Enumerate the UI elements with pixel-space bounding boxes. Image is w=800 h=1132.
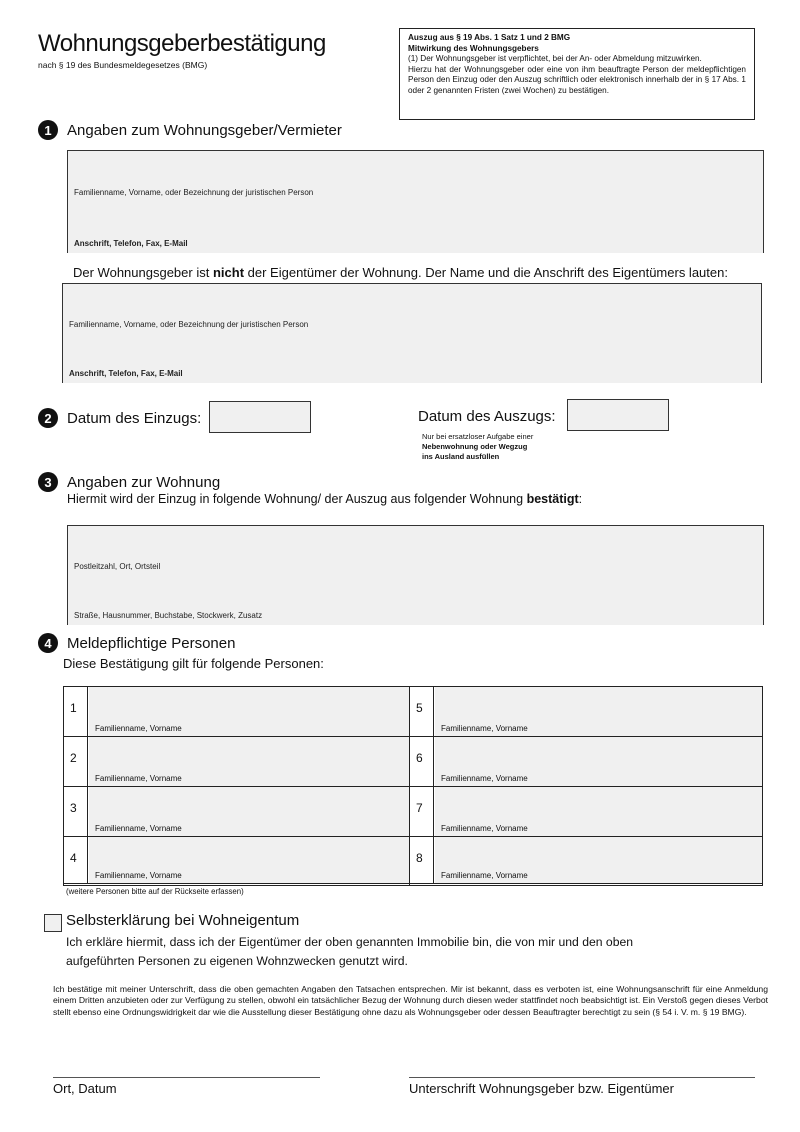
section-1-heading [38,120,342,140]
table-row [64,787,762,837]
person-number: 6 [410,737,434,786]
person-6-name-field[interactable] [435,737,762,786]
section-4-number: 4 [38,633,58,653]
signature-label: Unterschrift Wohnungsgeber bzw. Eigentümer [409,1081,674,1096]
person-number: 7 [410,787,434,836]
owner-statement-part-c: der Eigentümer der Wohnung. Der Name und die Anschrift des Eigentümers lauten: [247,265,728,280]
move-out-note-line-2: Nebenwohnung oder Wegzug [422,442,528,451]
section-1-number: 1 [38,120,58,140]
self-declaration-title: Selbsterklärung bei Wohneigentum [66,912,300,929]
legal-excerpt-paragraph-1: (1) Der Wohnungsgeber ist verpflichtet, bei der An- oder Abmeldung mitzuwirken. [408,54,702,64]
person-3-caption: Familienname, Vorname [95,824,182,833]
person-6-caption: Familienname, Vorname [441,774,528,783]
person-number: 4 [64,837,88,883]
move-out-date-field[interactable] [567,399,669,431]
form-subtitle: nach § 19 des Bundesmeldegesetzes (BMG) [38,60,208,70]
self-declaration-checkbox[interactable] [44,914,62,932]
signature-line[interactable] [409,1077,755,1078]
person-number: 2 [64,737,88,786]
person-8-caption: Familienname, Vorname [441,871,528,880]
section-3-number: 3 [38,472,58,492]
person-8-name-field[interactable] [435,837,762,883]
postcode-city-field[interactable] [68,526,763,577]
person-2-name-field[interactable] [89,737,409,786]
self-declaration-line-1: Ich erkläre hiermit, dass ich der Eigentümer der oben genannten Immobilie bin, die von mir und den oben [66,935,634,949]
legal-excerpt-heading: Auszug aus § 19 Abs. 1 Satz 1 und 2 BMG [408,33,571,42]
legal-excerpt-box [399,28,755,120]
place-date-line[interactable] [53,1077,320,1078]
move-in-date-label: Datum des Einzugs: [67,409,202,427]
section-3-heading [38,472,220,492]
person-number: 5 [410,687,434,736]
person-7-caption: Familienname, Vorname [441,824,528,833]
landlord-address-field[interactable] [68,202,763,253]
more-persons-note: (weitere Personen bitte auf der Rückseite erfassen) [66,887,244,896]
table-row [64,687,762,737]
person-3-name-field[interactable] [89,787,409,836]
table-divider [409,687,410,885]
person-number: 8 [410,837,434,883]
persons-intro: Diese Bestätigung gilt für folgende Personen: [63,656,324,671]
section-4-heading [38,633,235,653]
owner-address-field[interactable] [63,334,761,383]
person-5-name-field[interactable] [435,687,762,736]
owner-fields [62,283,762,383]
person-5-caption: Familienname, Vorname [441,724,528,733]
move-in-date-field[interactable] [209,401,311,433]
owner-statement-emphasis: nicht [212,265,245,280]
person-number: 1 [64,687,88,736]
owner-statement [73,265,728,280]
apartment-fields [67,525,764,625]
persons-table [63,686,763,886]
section-1-title: Angaben zum Wohnungsgeber/Vermieter [67,121,342,139]
owner-name-field[interactable] [63,284,761,335]
move-out-note-line-3: ins Ausland ausfüllen [422,452,500,461]
confirmation-fine-print: Ich bestätige mit meiner Unterschrift, dass die oben gemachten Angaben den Tatsachen entsprechen. Mir ist bekannt, dass es verboten ist, eine Wohnungsanschrift für eine Anmeldung einem Dritten anzubieten oder zur Verfügung zu stellen, obwohl ein tatsächlicher Bezug der Wohnung durch diesen weder stattfindet noch beabsichtigt ist. Ein Verstoß gegen dieses Verbot stellt ebenso eine Ordnungswidrigkeit dar wie die Ausstellung dieser Bestätigung ohne dazu als Wohnungsgeber oder dessen Beauftragter berechtigt zu sein (§ 54 i. V. m. § 19 BMG). [53,984,768,1017]
landlord-fields [67,150,764,253]
apartment-intro-part-a: Hiermit wird der Einzug in folgende Wohnung/ der Auszug aus folgender Wohnung [67,492,524,506]
self-declaration-line-2: aufgeführten Personen zu eigenen Wohnzwecken genutzt wird. [66,954,408,968]
move-out-note-line-1: Nur bei ersatzloser Aufgabe einer [422,432,534,441]
legal-excerpt-paragraph-2: Hierzu hat der Wohnungsgeber oder eine von ihm beauftragte Person der meldepflichtigen Person den Einzug oder den Auszug schriftlich oder elektronisch innerhalb der in § 17 Abs. 1 oder 2 genannten Fristen (zwei Wochen) zu bestätigen. [408,64,746,95]
person-1-caption: Familienname, Vorname [95,724,182,733]
section-4-title: Meldepflichtige Personen [67,634,236,652]
landlord-name-caption: Familienname, Vorname, oder Bezeichnung der juristischen Person [74,188,314,197]
person-number: 3 [64,787,88,836]
form-title: Wohnungsgeberbestätigung [38,30,326,57]
table-row [64,837,762,884]
landlord-name-field[interactable] [68,151,763,203]
person-7-name-field[interactable] [435,787,762,836]
landlord-address-caption: Anschrift, Telefon, Fax, E-Mail [74,239,188,248]
person-4-name-field[interactable] [89,837,409,883]
street-address-caption: Straße, Hausnummer, Buchstabe, Stockwerk, Zusatz [74,611,263,620]
owner-address-caption: Anschrift, Telefon, Fax, E-Mail [69,369,183,378]
table-row [64,737,762,787]
section-2-number: 2 [38,408,58,428]
street-address-field[interactable] [68,576,763,625]
person-4-caption: Familienname, Vorname [95,871,182,880]
person-2-caption: Familienname, Vorname [95,774,182,783]
postcode-city-caption: Postleitzahl, Ort, Ortsteil [74,562,161,571]
owner-name-caption: Familienname, Vorname, oder Bezeichnung der juristischen Person [69,320,309,329]
apartment-intro-emphasis: bestätigt [526,492,579,506]
apartment-intro-colon: : [578,492,583,506]
place-date-label: Ort, Datum [53,1081,117,1096]
move-out-date-label: Datum des Auszugs: [418,408,556,425]
section-2-heading [38,408,201,428]
apartment-intro [67,492,582,506]
section-3-title: Angaben zur Wohnung [67,473,221,491]
move-out-note [422,432,533,462]
legal-excerpt-subheading: Mitwirkung des Wohnungsgebers [408,43,539,53]
person-1-name-field[interactable] [89,687,409,736]
owner-statement-part-a: Der Wohnungsgeber ist [73,265,210,280]
